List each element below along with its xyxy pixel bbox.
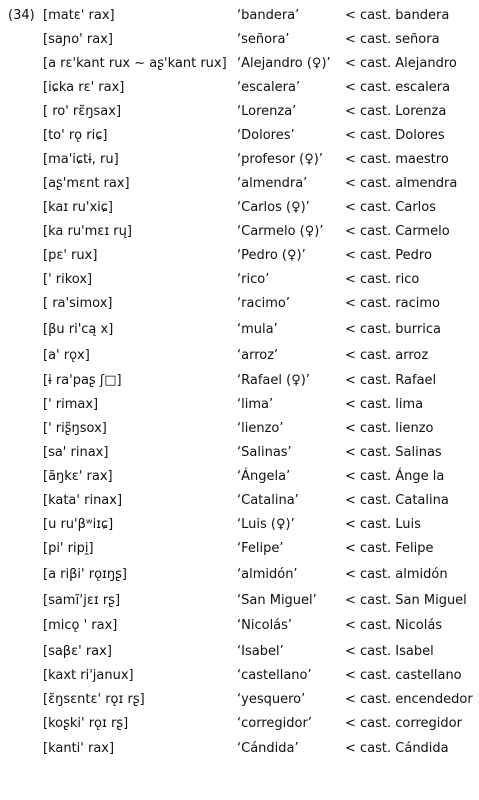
- gloss: ‘castellano’: [237, 668, 312, 683]
- ipa-form: [' rikox]: [43, 272, 93, 287]
- source-word: < cast. burrica: [345, 322, 441, 337]
- ipa-form: [' rimax]: [43, 397, 99, 412]
- ipa-form: [ɛ̃ŋsɛntɛ' rǫɪ rʂ]: [43, 692, 145, 707]
- entry-row: [0, 321, 479, 339]
- source-word: < cast. Pedro: [345, 248, 432, 263]
- gloss: ‘lima’: [237, 397, 274, 412]
- source-word: < cast. Cándida: [345, 741, 449, 756]
- gloss: ‘Cándida’: [237, 741, 299, 756]
- ipa-form: [pi' ripi̯]: [43, 541, 94, 556]
- source-word: < cast. Carlos: [345, 200, 436, 215]
- source-word: < cast. almidón: [345, 567, 448, 582]
- ipa-form: [a' rǫx]: [43, 348, 90, 363]
- source-word: < cast. Dolores: [345, 128, 445, 143]
- gloss: ‘Felipe’: [237, 541, 284, 556]
- source-word: < cast. Catalina: [345, 493, 449, 508]
- entry-row: [0, 740, 479, 758]
- gloss: ‘Ángela’: [237, 469, 291, 484]
- source-word: < cast. encendedor: [345, 692, 473, 707]
- gloss: ‘almidón’: [237, 567, 298, 582]
- source-word: < cast. Rafael: [345, 373, 437, 388]
- entry-row: [0, 127, 479, 145]
- source-word: < cast. Ánge la: [345, 469, 445, 484]
- entry-row: [0, 468, 479, 486]
- entry-row: [0, 540, 479, 558]
- entry-row: [0, 592, 479, 610]
- example-number: (34): [8, 8, 35, 23]
- ipa-form: [kaɪ ru'xiɕ]: [43, 200, 113, 215]
- entry-row: [0, 295, 479, 313]
- ipa-form: [pɛ' rux]: [43, 248, 98, 263]
- gloss: ‘Salinas’: [237, 445, 292, 460]
- ipa-form: [kaxt ri'janux]: [43, 668, 134, 683]
- ipa-form: [ ra'simox]: [43, 296, 113, 311]
- gloss: ‘corregidor’: [237, 716, 312, 731]
- gloss: ‘Isabel’: [237, 644, 284, 659]
- ipa-form: [βu ri'cą x]: [43, 322, 114, 337]
- source-word: < cast. Luis: [345, 517, 421, 532]
- ipa-form: [ãŋkɛ' rax]: [43, 469, 113, 484]
- ipa-form: [koʂki' rǫɪ rʂ]: [43, 716, 129, 731]
- source-word: < cast. Alejandro: [345, 56, 457, 71]
- gloss: ‘San Miguel’: [237, 593, 317, 608]
- ipa-form: [ka ru'mɛɪ rų]: [43, 224, 132, 239]
- ipa-form: [iɕka rɛ' rax]: [43, 80, 125, 95]
- entry-row: [0, 55, 479, 73]
- entry-row: [0, 566, 479, 584]
- source-word: < cast. Felipe: [345, 541, 434, 556]
- source-word: < cast. Isabel: [345, 644, 434, 659]
- entry-row: [0, 199, 479, 217]
- source-word: < cast. San Miguel: [345, 593, 467, 608]
- gloss: ‘Rafael (♀)’: [237, 373, 310, 388]
- gloss: ‘Nicolás’: [237, 618, 293, 633]
- gloss: ‘mula’: [237, 322, 278, 337]
- ipa-form: [micǫ ' rax]: [43, 618, 118, 633]
- gloss: ‘Luis (♀)’: [237, 517, 295, 532]
- source-word: < cast. señora: [345, 32, 440, 47]
- gloss: ‘escalera’: [237, 80, 301, 95]
- ipa-form: [a rɛ'kant rux ~ aʂ'kant rux]: [43, 56, 227, 71]
- gloss: ‘Catalina’: [237, 493, 299, 508]
- entry-row: [0, 492, 479, 510]
- gloss: ‘bandera’: [237, 8, 300, 23]
- ipa-form: [sa' rinax]: [43, 445, 109, 460]
- entry-row: [0, 103, 479, 121]
- gloss: ‘Pedro (♀)’: [237, 248, 306, 263]
- source-word: < cast. Lorenza: [345, 104, 447, 119]
- source-word: < cast. corregidor: [345, 716, 462, 731]
- entry-row: [0, 79, 479, 97]
- ipa-form: [u ru'βʷiɪɕ]: [43, 517, 114, 532]
- entry-row: [0, 617, 479, 635]
- source-word: < cast. bandera: [345, 8, 450, 23]
- ipa-form: [samĩʼjɛɪ rʂ]: [43, 593, 121, 608]
- source-word: < cast. arroz: [345, 348, 429, 363]
- entry-row: [0, 31, 479, 49]
- source-word: < cast. Carmelo: [345, 224, 450, 239]
- gloss: ‘yesquero’: [237, 692, 306, 707]
- ipa-form: [ ro' rɛ̃ŋsax]: [43, 104, 122, 119]
- ipa-form: [to' rǫ riɕ]: [43, 128, 108, 143]
- entry-row: [0, 175, 479, 193]
- ipa-form: [saβɛ' rax]: [43, 644, 112, 659]
- source-word: < cast. lima: [345, 397, 424, 412]
- gloss: ‘Carmelo (♀)’: [237, 224, 324, 239]
- ipa-form: [kanti' rax]: [43, 741, 115, 756]
- entry-row: [0, 271, 479, 289]
- entry-row: [0, 247, 479, 265]
- gloss: ‘Lorenza’: [237, 104, 297, 119]
- ipa-form: [a riβi' rǫɪŋʂ]: [43, 567, 127, 582]
- ipa-form: [aʂ'mɛnt rax]: [43, 176, 130, 191]
- gloss: ‘almendra’: [237, 176, 308, 191]
- gloss: ‘arroz’: [237, 348, 279, 363]
- entry-row: [0, 667, 479, 685]
- source-word: < cast. castellano: [345, 668, 462, 683]
- entry-row: [0, 223, 479, 241]
- source-word: < cast. maestro: [345, 152, 449, 167]
- gloss: ‘Carlos (♀)’: [237, 200, 310, 215]
- ipa-form: [ma'iɕtɨ, ru]: [43, 152, 119, 167]
- entry-row: [0, 691, 479, 709]
- ipa-form: [' riʂ̃ŋsox]: [43, 421, 107, 436]
- gloss: ‘Alejandro (♀)’: [237, 56, 331, 71]
- entry-row: [0, 151, 479, 169]
- ipa-form: [kata' rinax]: [43, 493, 123, 508]
- entry-row: [0, 396, 479, 414]
- gloss: ‘lienzo’: [237, 421, 284, 436]
- entry-row: [0, 372, 479, 390]
- gloss: ‘racimo’: [237, 296, 290, 311]
- entry-row: [0, 347, 479, 365]
- entry-row: [0, 516, 479, 534]
- gloss: ‘profesor (♀)’: [237, 152, 323, 167]
- source-word: < cast. lienzo: [345, 421, 434, 436]
- gloss: ‘rico’: [237, 272, 270, 287]
- source-word: < cast. Salinas: [345, 445, 442, 460]
- ipa-form: [matɛ' rax]: [43, 8, 115, 23]
- entry-row: [0, 7, 479, 25]
- entry-row: [0, 420, 479, 438]
- gloss: ‘Dolores’: [237, 128, 295, 143]
- source-word: < cast. rico: [345, 272, 420, 287]
- ipa-form: [ɨ ra'paʂ ʃ□]: [43, 373, 122, 388]
- source-word: < cast. Nicolás: [345, 618, 443, 633]
- gloss: ‘señora’: [237, 32, 290, 47]
- source-word: < cast. racimo: [345, 296, 440, 311]
- source-word: < cast. escalera: [345, 80, 451, 95]
- entry-row: [0, 444, 479, 462]
- entry-row: [0, 643, 479, 661]
- entry-row: [0, 715, 479, 733]
- ipa-form: [saɲo' rax]: [43, 32, 113, 47]
- source-word: < cast. almendra: [345, 176, 458, 191]
